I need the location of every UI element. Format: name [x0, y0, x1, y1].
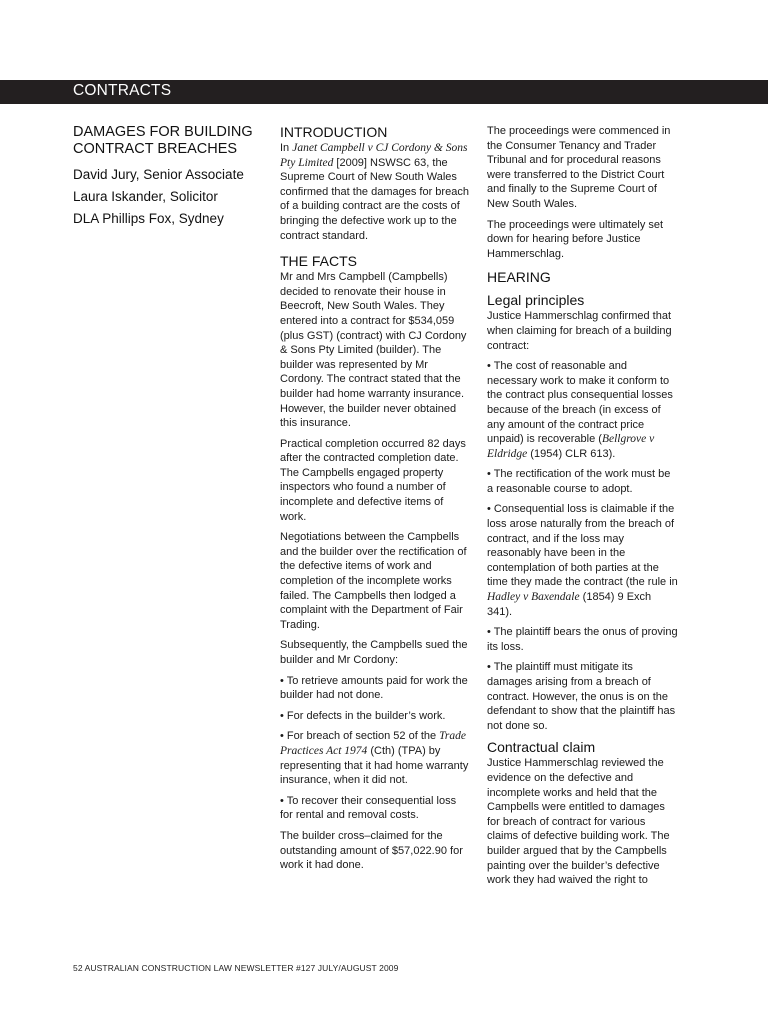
section-title: CONTRACTS — [73, 82, 172, 99]
facts-bullet-3 — [280, 729, 470, 787]
facts-paragraph-1: Mr and Mrs Campbell (Campbells) decided to renovate their house in Beecroft, New South Wales. They entered into a contract for $534,059 (plus GST) (contract) with CJ Cordony & Sons Pty Limited (builder). The builder was represented by Mr Cordony. The contract stated that the builder had home warranty insurance. However, the builder never obtained this insurance. — [280, 271, 467, 430]
article-header — [73, 124, 273, 230]
text-run: • For breach of section 52 of the — [280, 730, 440, 743]
facts-bullet-2: • For defects in the builder’s work. — [280, 709, 446, 722]
facts-paragraph-2: Practical completion occurred 82 days after the contracted completion date. The Campbells engaged property inspectors who found a number of incomplete and defective items of work. — [280, 437, 466, 523]
article-title-line-1: DAMAGES FOR BUILDING — [73, 124, 253, 140]
article-title-line-2: CONTRACT BREACHES — [73, 141, 238, 157]
legal-bullet-2: • The rectification of the work must be a reasonable course to adopt. — [487, 468, 671, 495]
text-run: [2009] NSWSC 63, the Supreme Court of New South Wales confirmed that the damages for breach of a building contract are the costs of bringing the defective work up to the contract standard. — [280, 156, 469, 242]
column-2 — [280, 124, 470, 879]
subheading-legal-principles: Legal principles — [487, 292, 585, 309]
legal-bullet-4: • The plaintiff bears the onus of proving its loss. — [487, 626, 678, 653]
heading-hearing: HEARING — [487, 269, 551, 286]
legal-intro-paragraph: Justice Hammerschlag confirmed that when claiming for breach of a building contract: — [487, 310, 672, 352]
legal-bullet-3 — [487, 502, 679, 619]
author-firm: DLA Phillips Fox, Sydney — [73, 211, 224, 226]
legal-bullet-1 — [487, 359, 679, 461]
act-citation: Trade Practices Act 1974 — [280, 730, 467, 757]
heading-introduction: INTRODUCTION — [280, 124, 388, 140]
article-title — [73, 124, 273, 158]
facts-paragraph-3: Negotiations between the Campbells and the builder over the rectification of the defective items of work and completion of the incomplete works failed. The Campbells then lodged a complaint with the Department of Fair Trading. — [280, 531, 467, 631]
facts-bullet-4: • To recover their consequential loss for rental and removal costs. — [280, 794, 457, 822]
contractual-claim-paragraph: Justice Hammerschlag reviewed the evidence on the defective and incomplete works and held that the Campbells were entitled to damages for breach of contract for various claims of defective building work. The builder argued that by the Campbells painting over the builder’s defective work they had waived the right to — [487, 757, 670, 887]
text-run: • Consequential loss is claimable if the loss arose naturally from the breach of contract, and if the loss may reasonably have been in the contemplation of both parties at the time they made the contract (the rule in — [487, 503, 678, 589]
column-3 — [487, 124, 679, 894]
heading-the-facts: THE FACTS — [280, 253, 358, 270]
case-citation: Hadley v Baxendale — [487, 591, 580, 604]
page-footer: 52 AUSTRALIAN CONSTRUCTION LAW NEWSLETTER #127 JULY/AUGUST 2009 — [73, 963, 399, 973]
case-citation: Bellgrove v Eldridge — [487, 433, 655, 460]
text-run: In — [280, 142, 293, 154]
subheading-contractual-claim: Contractual claim — [487, 739, 596, 756]
text-run: (1854) 9 Exch 341). — [487, 591, 652, 618]
text-run: • The cost of reasonable and necessary work to make it conform to the contract plus consequential losses because of the breach (in excess of any amount of the contract price unpaid) is recoverable ( — [487, 360, 673, 446]
facts-paragraph-5: The builder cross–claimed for the outstanding amount of $57,022.90 for work it had done. — [280, 829, 463, 872]
text-run: (1954) CLR 613). — [527, 447, 616, 460]
proceedings-paragraph-1: The proceedings were commenced in the Consumer Tenancy and Trader Tribunal and for procedural reasons were transferred to the District Court and finally to the Supreme Court of New South Wales. — [487, 125, 671, 210]
facts-bullet-1: • To retrieve amounts paid for work the builder had not done. — [280, 674, 468, 702]
legal-bullet-5: • The plaintiff must mitigate its damages arising from a breach of contract. However, the onus is on the defendant to show that the plaintiff has not done so. — [487, 661, 676, 732]
facts-paragraph-4: Subsequently, the Campbells sued the builder and Mr Cordony: — [280, 639, 468, 666]
proceedings-paragraph-2: The proceedings were ultimately set down for hearing before Justice Hammerschlag. — [487, 218, 664, 260]
author-2: Laura Iskander, Solicitor — [73, 189, 218, 204]
case-citation: Janet Campbell v CJ Cordony & Sons Pty Limited — [280, 142, 468, 169]
intro-paragraph — [280, 141, 470, 243]
text-run: (Cth) (TPA) by representing that it had home warranty insurance, when it did not. — [280, 744, 469, 787]
section-banner — [0, 80, 768, 104]
author-1: David Jury, Senior Associate — [73, 167, 244, 182]
